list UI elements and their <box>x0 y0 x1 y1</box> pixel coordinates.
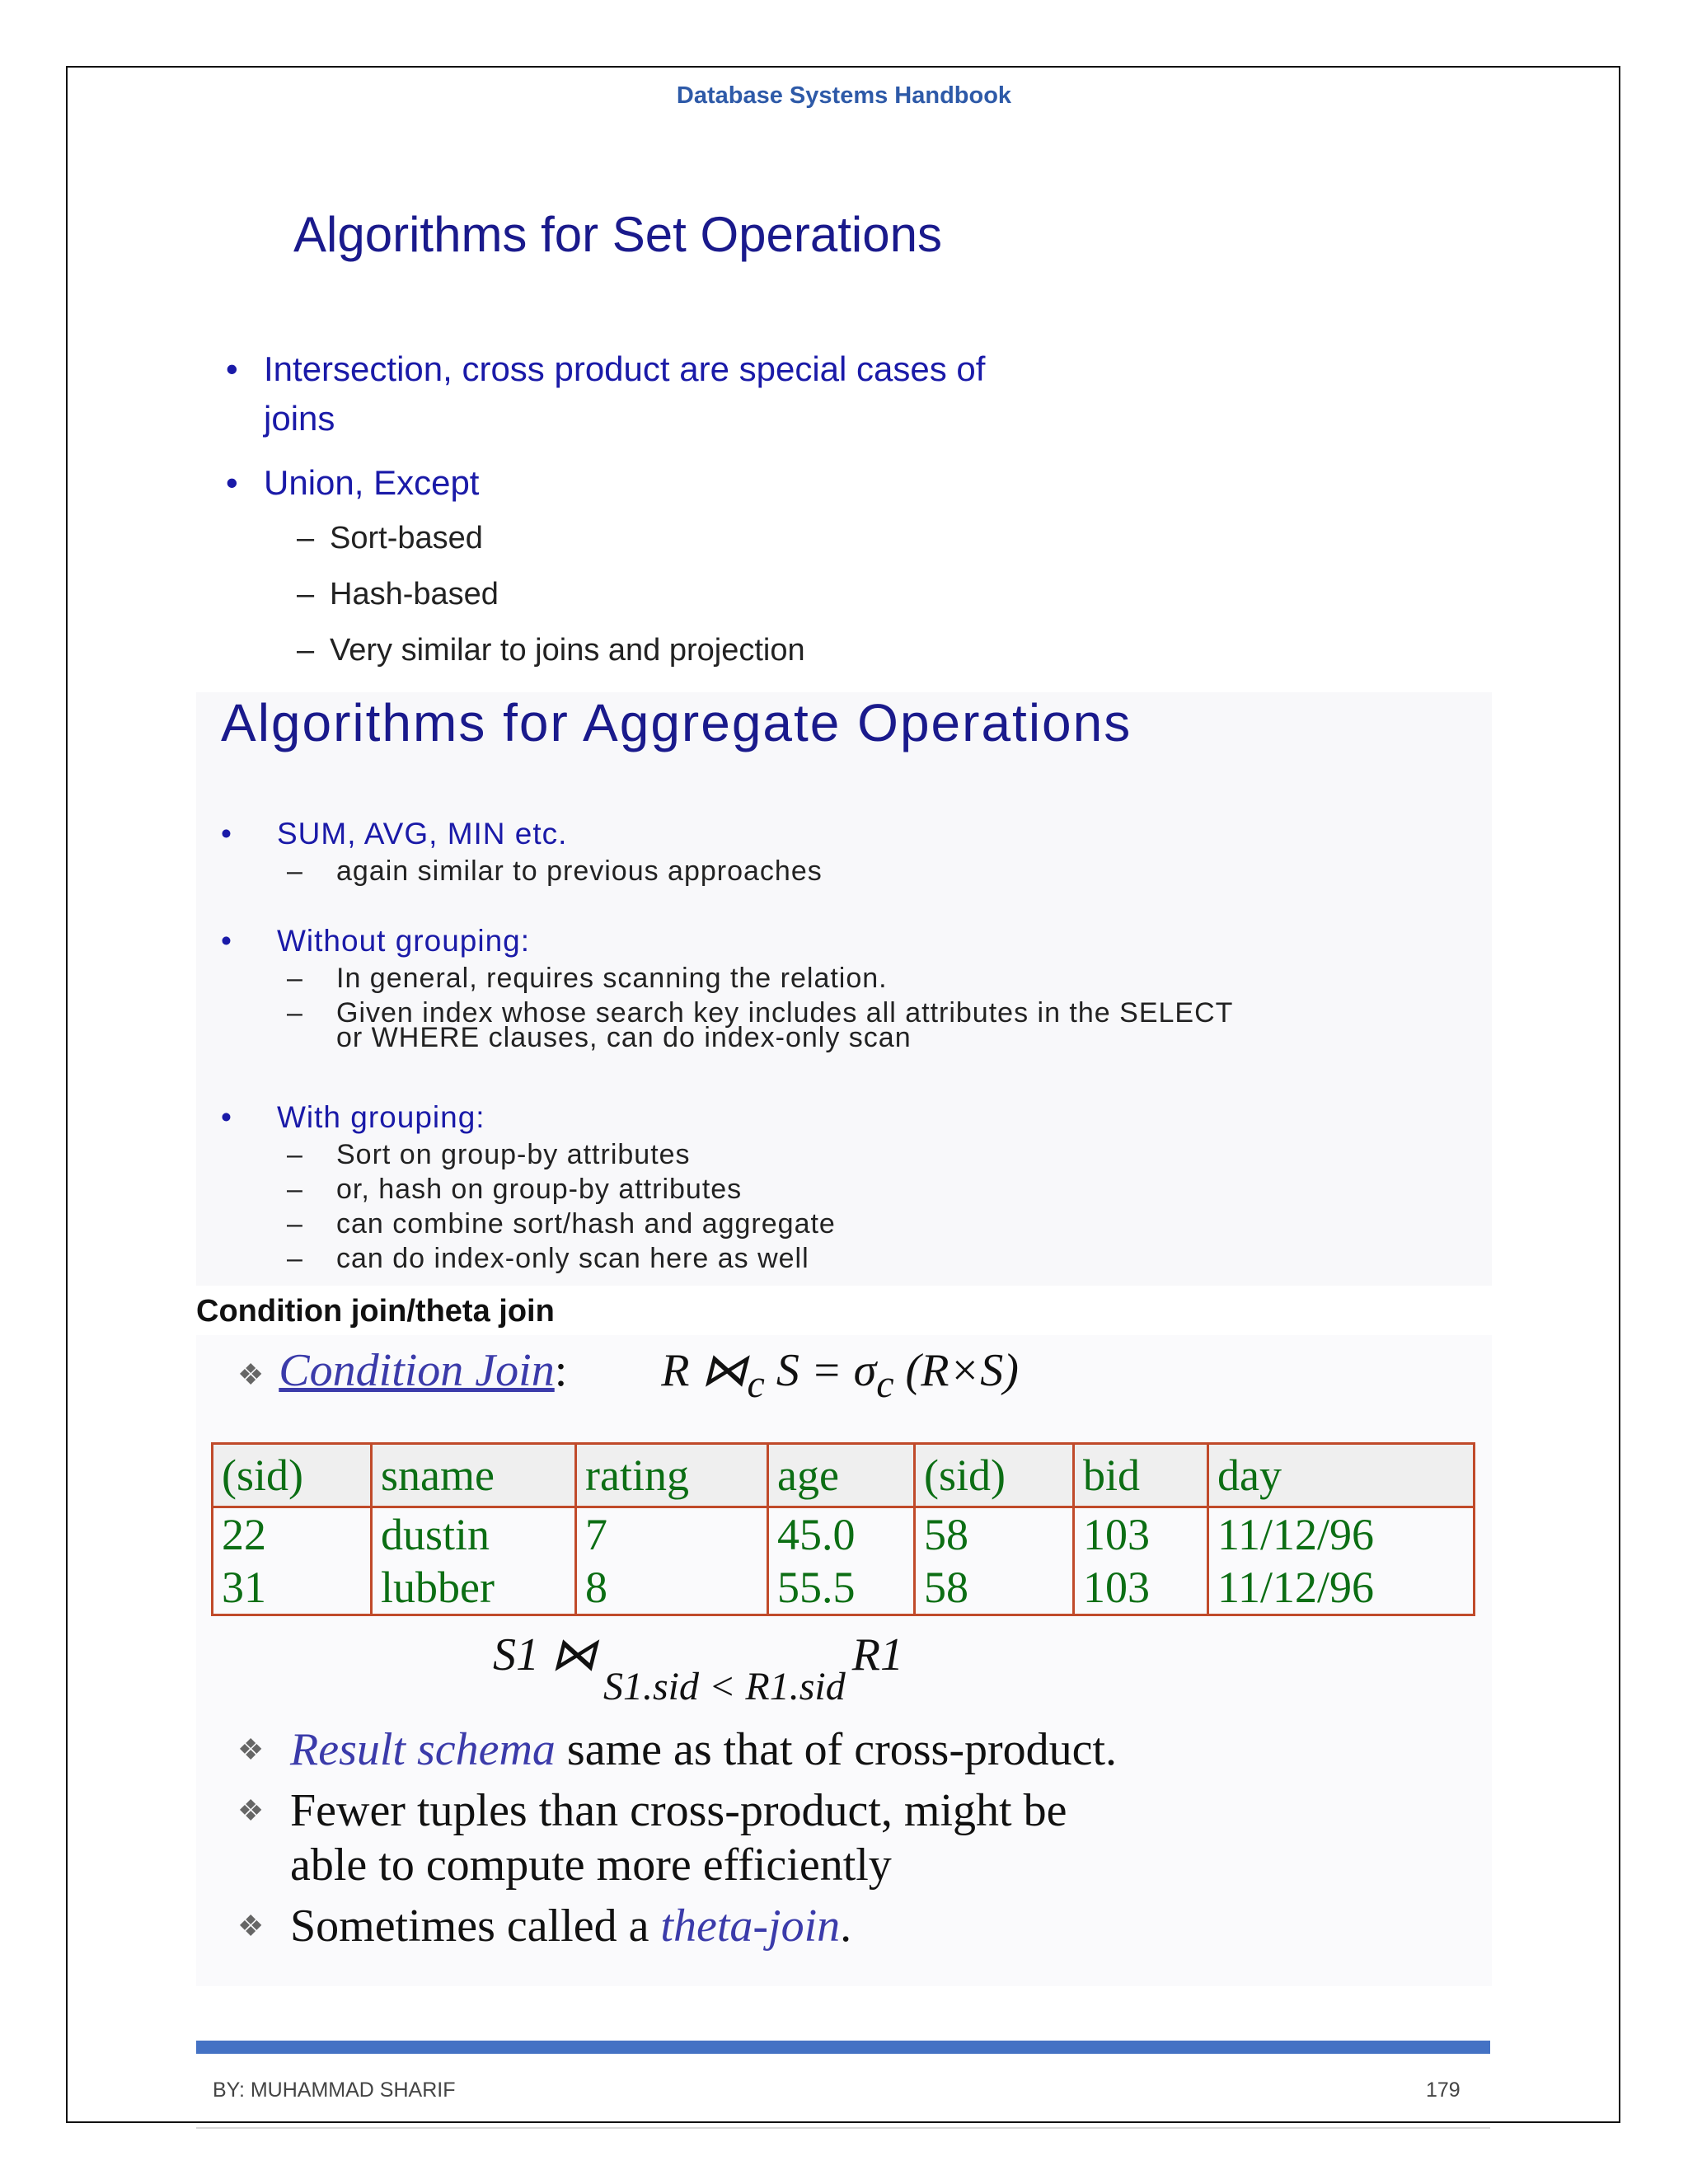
dash-icon: – <box>287 963 303 994</box>
table-cell: 45.0 <box>768 1507 915 1562</box>
table-cell: 103 <box>1074 1507 1208 1562</box>
theta-join-formula: S1 ⋈S1.sid < R1.sidR1 <box>493 1629 903 1708</box>
slide-set-operations <box>196 190 1482 692</box>
column-header: sname <box>372 1444 576 1507</box>
table-cell: lubber <box>372 1561 576 1615</box>
table-cell: 11/12/96 <box>1208 1561 1475 1615</box>
condition-join-table <box>211 1442 1475 1616</box>
condition-join-notes <box>237 1722 1117 1960</box>
bullet-dot-icon: • <box>226 349 238 388</box>
list-item: – Sort-based <box>221 510 985 566</box>
page-number: 179 <box>1426 2079 1461 2102</box>
agg-block-sum <box>221 814 823 888</box>
diamond-bullet-icon: ❖ <box>237 1358 265 1392</box>
table-cell: 11/12/96 <box>1208 1507 1475 1562</box>
dash-icon: – <box>297 633 315 668</box>
bullet-dot-icon: • <box>221 924 232 958</box>
bullet-dot-icon: • <box>221 817 232 851</box>
slide-condition-join <box>196 1335 1492 1986</box>
list-item: • With grouping: <box>221 1098 836 1137</box>
column-header: age <box>768 1444 915 1507</box>
set-ops-list <box>221 342 985 678</box>
table-cell: 55.5 <box>768 1561 915 1615</box>
list-item: ❖ Fewer tuples than cross-product, might be able to compute more efficiently <box>237 1785 1067 1891</box>
list-item: • SUM, AVG, MIN etc. <box>221 814 823 854</box>
list-item: – again similar to previous approaches <box>287 855 823 887</box>
column-header: (sid) <box>213 1444 372 1507</box>
column-header: day <box>1208 1444 1475 1507</box>
table-header-row <box>213 1444 1475 1507</box>
table-cell: 22 <box>213 1507 372 1562</box>
condition-join-link[interactable]: Condition Join <box>279 1345 555 1396</box>
agg-ops-title: Algorithms for Aggregate Operations <box>221 693 1132 752</box>
dash-icon: – <box>297 577 315 612</box>
slide-aggregate-operations <box>196 692 1492 1286</box>
column-header: rating <box>576 1444 768 1507</box>
table-cell: 58 <box>915 1561 1074 1615</box>
diamond-bullet-icon: ❖ <box>237 1733 265 1766</box>
running-header: Database Systems Handbook <box>676 82 1012 109</box>
agg-block-with-grouping <box>221 1098 836 1276</box>
table-row <box>213 1561 1475 1615</box>
table-cell: 31 <box>213 1561 372 1615</box>
bullet-dot-icon: • <box>226 463 238 502</box>
list-item: • Without grouping: <box>221 921 1233 961</box>
table-cell: dustin <box>372 1507 576 1562</box>
bullet-dot-icon: • <box>221 1100 232 1134</box>
list-item: or WHERE clauses, can do index-only scan <box>336 1022 912 1053</box>
list-item: – can do index-only scan here as well <box>287 1243 809 1274</box>
diamond-bullet-icon: ❖ <box>237 1910 265 1943</box>
list-item: • Intersection, cross product are special cases of <box>221 342 985 396</box>
list-item: ❖ Result schema same as that of cross-product. <box>237 1724 1118 1775</box>
table-cell: 103 <box>1074 1561 1208 1615</box>
table-cell: 7 <box>576 1507 768 1562</box>
table-row <box>213 1507 1475 1562</box>
list-item: – Given index whose search key includes all attributes in the SELECT <box>287 997 1234 1029</box>
diamond-bullet-icon: ❖ <box>237 1794 265 1827</box>
list-item: – In general, requires scanning the relation. <box>287 963 888 994</box>
dash-icon: – <box>287 1208 303 1240</box>
dash-icon: – <box>297 521 315 555</box>
list-item: joins <box>264 399 335 438</box>
bottom-rule <box>196 2127 1490 2129</box>
dash-icon: – <box>287 855 303 887</box>
list-item: – Hash-based <box>221 566 985 622</box>
list-item: – can combine sort/hash and aggregate <box>287 1208 836 1240</box>
table-cell: 8 <box>576 1561 768 1615</box>
dash-icon: – <box>287 1243 303 1274</box>
footer-divider <box>196 2041 1490 2054</box>
set-ops-title: Algorithms for Set Operations <box>293 207 943 262</box>
dash-icon: – <box>287 1139 303 1170</box>
list-item: ❖ Sometimes called a theta-join. <box>237 1900 852 1952</box>
footer-author: BY: MUHAMMAD SHARIF <box>213 2079 456 2102</box>
column-header: (sid) <box>915 1444 1074 1507</box>
table-cell: 58 <box>915 1507 1074 1562</box>
list-item: – Sort on group-by attributes <box>287 1139 691 1170</box>
condition-join-heading: Condition join/theta join <box>196 1294 555 1329</box>
list-item: – or, hash on group-by attributes <box>287 1174 743 1205</box>
condition-join-definition: ❖ Condition Join: R $⋈_c$ $S = \sigma_c$ (R×S) <box>237 1345 1019 1406</box>
dash-icon: – <box>287 997 303 1029</box>
dash-icon: – <box>287 1174 303 1205</box>
condition-join-formula: R $⋈_c$ $S = \sigma_c$ (R×S) <box>661 1345 1019 1406</box>
column-header: bid <box>1074 1444 1208 1507</box>
list-item: • Union, Except <box>221 456 985 510</box>
agg-block-without-grouping <box>221 921 1233 1055</box>
list-item: – Very similar to joins and projection <box>221 622 985 678</box>
